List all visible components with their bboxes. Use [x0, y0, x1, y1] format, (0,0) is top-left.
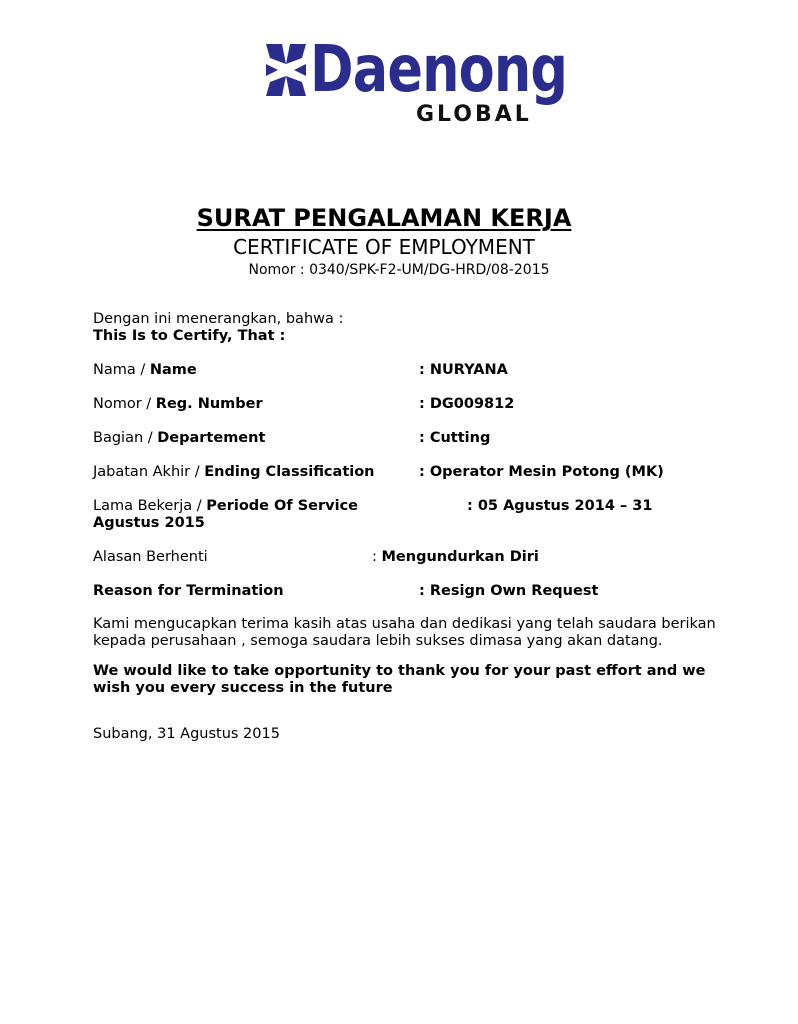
company-logo: [264, 33, 568, 127]
intro-indonesian: Dengan ini menerangkan, bahwa :: [93, 311, 344, 327]
field-period-value-cont: Agustus 2015: [93, 515, 205, 531]
field-position-value: : Operator Mesin Potong (MK): [419, 464, 664, 480]
closing-en-line1: We would like to take opportunity to thank you for your past effort and we: [93, 663, 706, 679]
closing-id-line1: Kami mengucapkan terima kasih atas usaha dan dedikasi yang telah saudara berikan: [93, 616, 716, 632]
field-period-value: : 05 Agustus 2014 – 31: [467, 498, 653, 514]
document-subtitle: CERTIFICATE OF EMPLOYMENT: [233, 235, 535, 259]
field-dept-value: : Cutting: [419, 430, 491, 446]
field-reg-label: Nomor / Reg. Number: [93, 396, 263, 412]
document-number: Nomor : 0340/SPK-F2-UM/DG-HRD/08-2015: [248, 262, 550, 278]
field-period-label: Lama Bekerja / Periode Of Service: [93, 498, 359, 514]
field-reason-en-value: : Resign Own Request: [419, 583, 599, 599]
field-reason-id-value: : Mengundurkan Diri: [372, 549, 539, 565]
cross-emblem-icon: [266, 44, 306, 96]
document-title: SURAT PENGALAMAN KERJA: [196, 204, 572, 232]
logo-wordmark: Daenong: [310, 33, 568, 107]
field-dept-label: Bagian / Departement: [93, 430, 266, 446]
logo-subtext: GLOBAL: [416, 102, 532, 127]
field-position-label: Jabatan Akhir / Ending Classification: [93, 464, 375, 480]
place-date: Subang, 31 Agustus 2015: [93, 726, 280, 742]
closing-id-line2: kepada perusahaan , semoga saudara lebih sukses dimasa yang akan datang.: [93, 633, 663, 649]
field-reason-id-label: Alasan Berhenti: [93, 549, 208, 565]
field-reg-value: : DG009812: [419, 396, 515, 412]
field-reason-en-label: Reason for Termination: [93, 583, 284, 599]
field-name-value: : NURYANA: [419, 362, 508, 378]
field-name-label: Nama / Name: [93, 362, 197, 378]
closing-en-line2: wish you every success in the future: [93, 680, 393, 696]
intro-english: This Is to Certify, That :: [93, 328, 286, 344]
